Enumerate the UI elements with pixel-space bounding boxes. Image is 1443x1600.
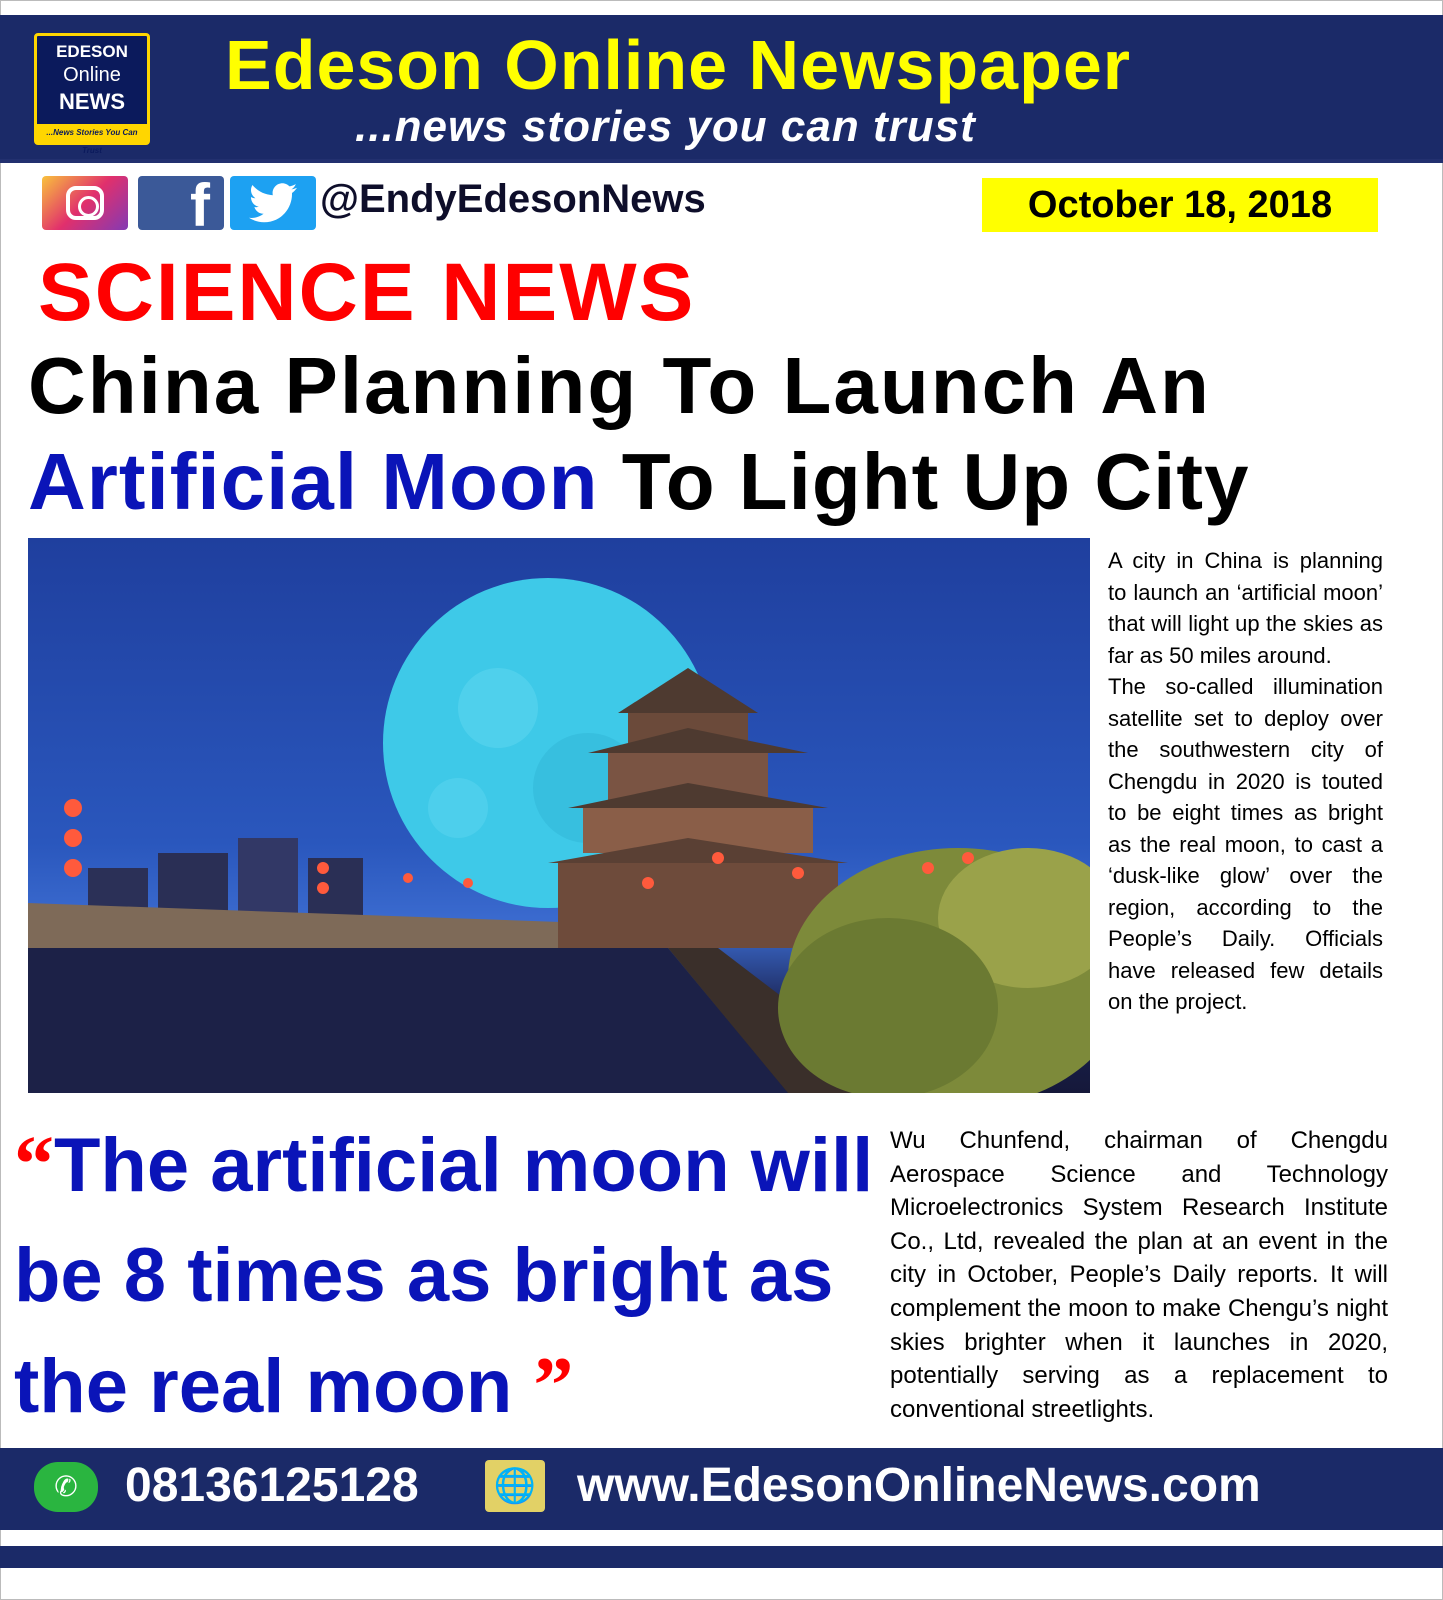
- open-quote-mark: “: [14, 1121, 54, 1209]
- website-link[interactable]: www.EdesonOnlineNews.com: [577, 1459, 1261, 1512]
- publication-date: October 18, 2018: [982, 178, 1378, 232]
- newspaper-tagline: ...news stories you can trust: [355, 102, 976, 151]
- masthead-banner: [0, 15, 1443, 163]
- headline-highlight: Artificial Moon: [28, 437, 599, 526]
- bottom-strip: [0, 1546, 1443, 1568]
- headline-line-2: [28, 436, 1428, 528]
- article-column-2: Wu Chunfend, chairman of Chengdu Aerospace Science and Technology Microelectronics System Research Institute Co., Ltd, revealed the plan at an event in the city in October, People’s Daily reports. It will complement the moon to make Chengu’s night skies brighter when it launches in 2020, potentially serving as a replacement to conventional streetlights.: [890, 1127, 1388, 1423]
- twitter-icon[interactable]: [230, 176, 316, 230]
- instagram-icon[interactable]: [42, 176, 128, 230]
- logo-line-3: NEWS: [59, 89, 125, 114]
- phone-number[interactable]: 08136125128: [125, 1459, 419, 1512]
- newspaper-title: Edeson Online Newspaper: [225, 26, 1131, 104]
- whatsapp-icon: ✆: [34, 1462, 98, 1512]
- globe-icon: 🌐: [485, 1460, 545, 1512]
- social-handle: @EndyEdesonNews: [320, 177, 706, 221]
- edeson-logo: [34, 33, 150, 155]
- logo-line-2: Online: [63, 64, 121, 86]
- headline-line-1: China Planning To Launch An: [28, 341, 1211, 430]
- logo-tagline: ...News Stories You Can Trust: [37, 124, 147, 142]
- article-column-1: [1108, 545, 1383, 1018]
- facebook-icon[interactable]: f: [138, 176, 224, 230]
- pull-quote: [14, 1110, 884, 1442]
- artificial-moon-photo: [28, 538, 1090, 1093]
- pull-quote-text: The artificial moon will be 8 times as bright as the real moon: [14, 1123, 874, 1429]
- headline-rest: To Light Up City: [598, 437, 1250, 526]
- close-quote-mark: ”: [533, 1342, 574, 1430]
- article-paragraph-1: A city in China is planning to launch an ‘artificial moon’ that will light up the skies as far as 50 miles around.: [1108, 548, 1383, 668]
- logo-line-1: EDESON: [56, 42, 128, 61]
- article-paragraph-2: The so-called illumination satellite set to deploy over the southwestern city of Chengdu in 2020 is touted to be eight times as bright as the real moon, to cast a ‘dusk-like glow’ over the region, according to the People’s Daily. Officials have released few details on the project.: [1108, 674, 1383, 1014]
- section-label: SCIENCE NEWS: [38, 247, 696, 338]
- footer-banner: [0, 1448, 1443, 1530]
